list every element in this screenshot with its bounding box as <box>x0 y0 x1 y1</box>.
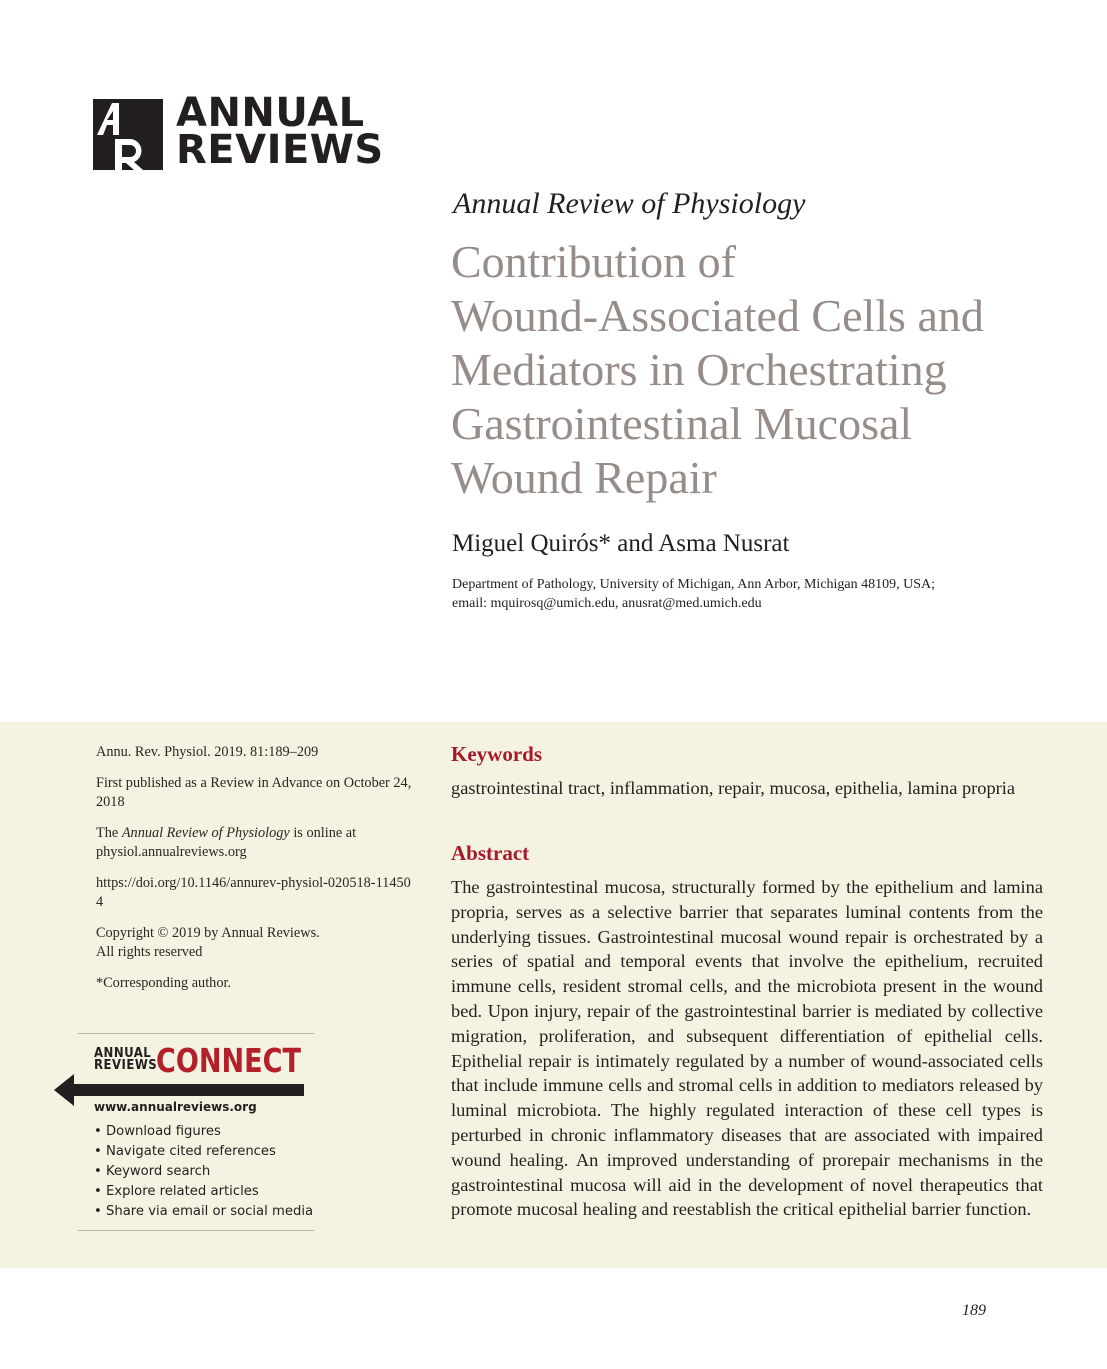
list-item: • Share via email or social media <box>94 1204 314 1219</box>
logo-line-reviews: REVIEWS <box>176 127 384 173</box>
connect-word: CONNECT <box>156 1041 301 1080</box>
logo-line-annual: ANNUAL <box>176 90 365 136</box>
rights-line: All rights reserved <box>96 944 203 960</box>
connect-annual-label: ANNUAL <box>94 1046 152 1061</box>
authors: Miguel Quirós* and Asma Nusrat <box>452 530 790 557</box>
article-title <box>451 235 1061 505</box>
connect-box[interactable] <box>78 1033 314 1231</box>
online-note <box>96 824 416 862</box>
connect-reviews-label: REVIEWS <box>94 1058 158 1073</box>
copyright-line: Copyright © 2019 by Annual Reviews. <box>96 925 320 941</box>
title-line: Gastrointestinal Mucosal <box>451 398 913 449</box>
list-item: • Explore related articles <box>94 1184 259 1199</box>
copyright <box>96 924 416 962</box>
abstract-text: The gastrointestinal mucosa, structurally formed by the epithelium and lamina propria, serves as a selective barrier that separates luminal contents from the underlying tissues. Gastrointestinal mucosal wound repair is orchestrated by a series of spatial and temporal events that involve the epithelium, recruited immune cells, resident stromal cells, and the microbiota present in the wound bed. Upon injury, repair of the gastrointestinal barrier is mediated by collective migration, proliferation, and subsequent differentiation of epithelial cells. Epithelial repair is intimately regulated by a number of wound-associated cells that include immune cells and stromal cells in addition to mediators released by luminal microbiota. The highly regulated interaction of these cell types is perturbed in chronic inflammatory diseases that are associated with impaired wound healing. An improved understanding of prorepair mechanisms in the gastrointestinal mucosa will aid in the development of novel therapeutics that promote mucosal healing and reestablish the critical epithelial barrier function. <box>451 877 1043 1220</box>
first-published: First published as a Review in Advance on October 24, 2018 <box>96 775 412 810</box>
annual-reviews-logo <box>93 90 384 173</box>
abstract-heading: Abstract <box>451 841 530 865</box>
title-line: Mediators in Orchestrating <box>451 344 947 395</box>
connect-annual-reviews <box>94 1048 157 1072</box>
keywords: gastrointestinal tract, inflammation, repair, mucosa, epithelia, lamina propria <box>451 778 1016 798</box>
corresponding-author: *Corresponding author. <box>96 975 232 991</box>
affiliation-email: email: mquirosq@umich.edu, anusrat@med.umich.edu <box>452 596 762 611</box>
journal-name: Annual Review of Physiology <box>453 187 806 220</box>
list-item: • Download figures <box>94 1124 221 1139</box>
affiliation <box>452 575 935 613</box>
page-number: 189 <box>962 1302 986 1319</box>
connect-url[interactable]: www.annualreviews.org <box>94 1100 257 1114</box>
list-item: • Keyword search <box>94 1164 211 1179</box>
logo-text <box>176 90 384 173</box>
ar-logo-icon <box>93 99 163 170</box>
online-journal: Annual Review of Physiology <box>121 825 290 841</box>
article-meta <box>96 743 416 1005</box>
affiliation-line: Department of Pathology, University of Michigan, Ann Arbor, Michigan 48109, USA; <box>452 577 936 592</box>
online-prefix: The <box>96 825 122 841</box>
list-item: • Navigate cited references <box>94 1144 276 1159</box>
connect-feature-list <box>94 1122 313 1222</box>
doi-link[interactable]: https://doi.org/10.1146/annurev-physiol-020518-114504 <box>96 875 411 910</box>
title-line: Wound-Associated Cells and <box>451 290 984 341</box>
title-line: Contribution of <box>451 236 736 287</box>
title-line: Wound Repair <box>451 452 717 503</box>
keywords-heading: Keywords <box>451 742 542 766</box>
online-suffix: is online at physiol.annualreviews.org <box>96 825 357 860</box>
citation: Annu. Rev. Physiol. 2019. 81:189–209 <box>96 744 319 760</box>
